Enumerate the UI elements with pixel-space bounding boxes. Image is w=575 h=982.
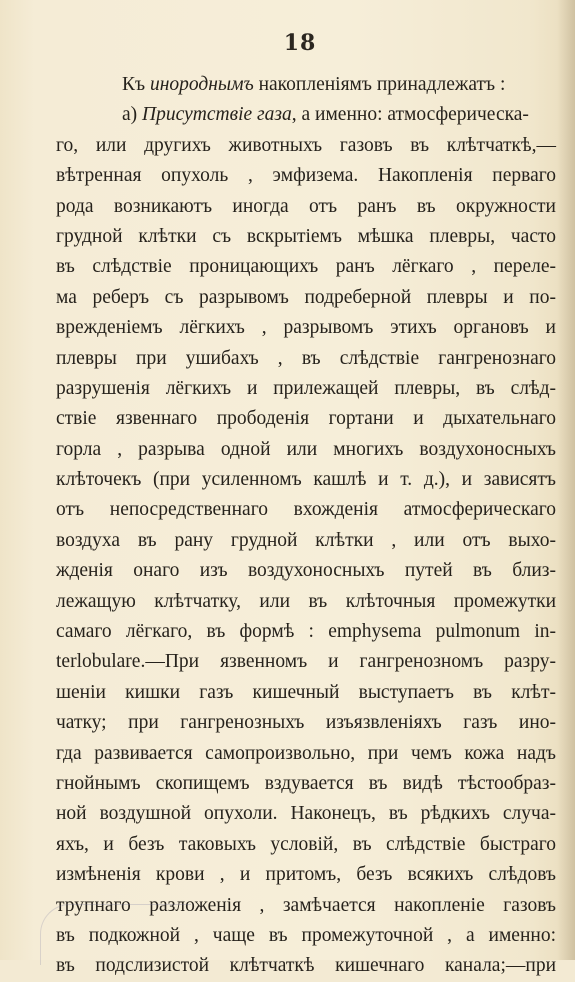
text-segment-italic: Присутствіе газа [142, 104, 292, 126]
text-line: ма реберъ съ разрывомъ подреберной плевры и по- [56, 286, 556, 308]
text-line: жденія онаго изъ воздухоносныхъ путей въ близ- [56, 560, 556, 582]
text-line: ной воздушной опухоли. Наконецъ, въ рѣдкихъ случа- [56, 803, 556, 825]
text-line: въ подслизистой клѣтчаткѣ кишечнаго канала;—при [56, 955, 556, 977]
text-line: лежащую клѣтчатку, или въ клѣточныя промежутки [56, 590, 556, 612]
text-line: въ подкожной , чаще въ промежуточной , а именно: [56, 924, 556, 946]
text-segment: накопленіямъ принадлежатъ : [253, 74, 506, 95]
pencil-mark [40, 904, 191, 965]
text-line: горла , разрыва одной или многихъ воздухоносныхъ [56, 438, 556, 460]
text-line: воздуха въ рану грудной клѣтки , или отъ выхо- [56, 529, 556, 551]
text-line: въ слѣдствіе проницающихъ ранъ лёгкаго , переле- [56, 256, 556, 278]
page-edge-shadow [557, 0, 575, 960]
text-line: разрушенія лёгкихъ и прилежащей плевры, въ слѣд- [56, 377, 556, 399]
text-segment: Къ [122, 74, 150, 95]
text-line: самаго лёгкаго, въ формѣ : emphysema pulmonum in- [56, 621, 556, 643]
text-line: яхъ, и безъ таковыхъ условій, въ слѣдствіе быстраго [56, 833, 556, 855]
text-line: ствіе язвеннаго прободенія гортани и дыхательнаго [56, 408, 556, 430]
text-line: го, или другихъ животныхъ газовъ въ клѣтчаткѣ,— [56, 134, 556, 156]
text-line: гда развивается самопроизвольно, при чемъ кожа надъ [56, 742, 556, 764]
page-text [56, 70, 556, 982]
text-line: чатку; при гангренозныхъ изъязвленіяхъ газъ ино- [56, 712, 556, 734]
text-segment-italic: инороднымъ [149, 74, 254, 95]
text-line: шеніи кишки газъ кишечный выступаетъ въ клѣт- [56, 681, 556, 703]
text-line: terlobulare.—При язвенномъ и гангренозномъ разру- [56, 651, 556, 673]
text-line: измѣненія крови , и притомъ, безъ всякихъ слѣдовъ [56, 864, 556, 886]
text-line: клѣточекъ (при усиленномъ кашлѣ и т. д.), и зависятъ [56, 469, 556, 491]
text-line: плевры при ушибахъ , въ слѣдствіе гангренознаго [56, 347, 556, 369]
text-line: гнойнымъ скопищемъ вздувается въ видѣ тѣстообраз- [56, 772, 556, 794]
text-line [56, 100, 556, 130]
text-line: вѣтренная опухоль , эмфизема. Накопленія перваго [56, 165, 556, 187]
text-segment: а) [122, 104, 143, 126]
text-line: отъ непосредственнаго вхожденія атмосферическаго [56, 499, 556, 521]
text-line: рода возникаютъ иногда отъ ранъ въ окружности [56, 195, 556, 217]
text-line: грудной клѣтки съ вскрытіемъ мѣшка плевры, часто [56, 225, 556, 247]
text-line: трупнаго разложенія , замѣчается накопленіе газовъ [56, 894, 556, 916]
page-number: 18 [283, 30, 317, 56]
text-line [56, 70, 556, 100]
text-line: врежденіемъ лёгкихъ , разрывомъ этихъ органовъ и [56, 317, 556, 339]
text-segment: , а именно: атмосферическа- [291, 104, 529, 126]
